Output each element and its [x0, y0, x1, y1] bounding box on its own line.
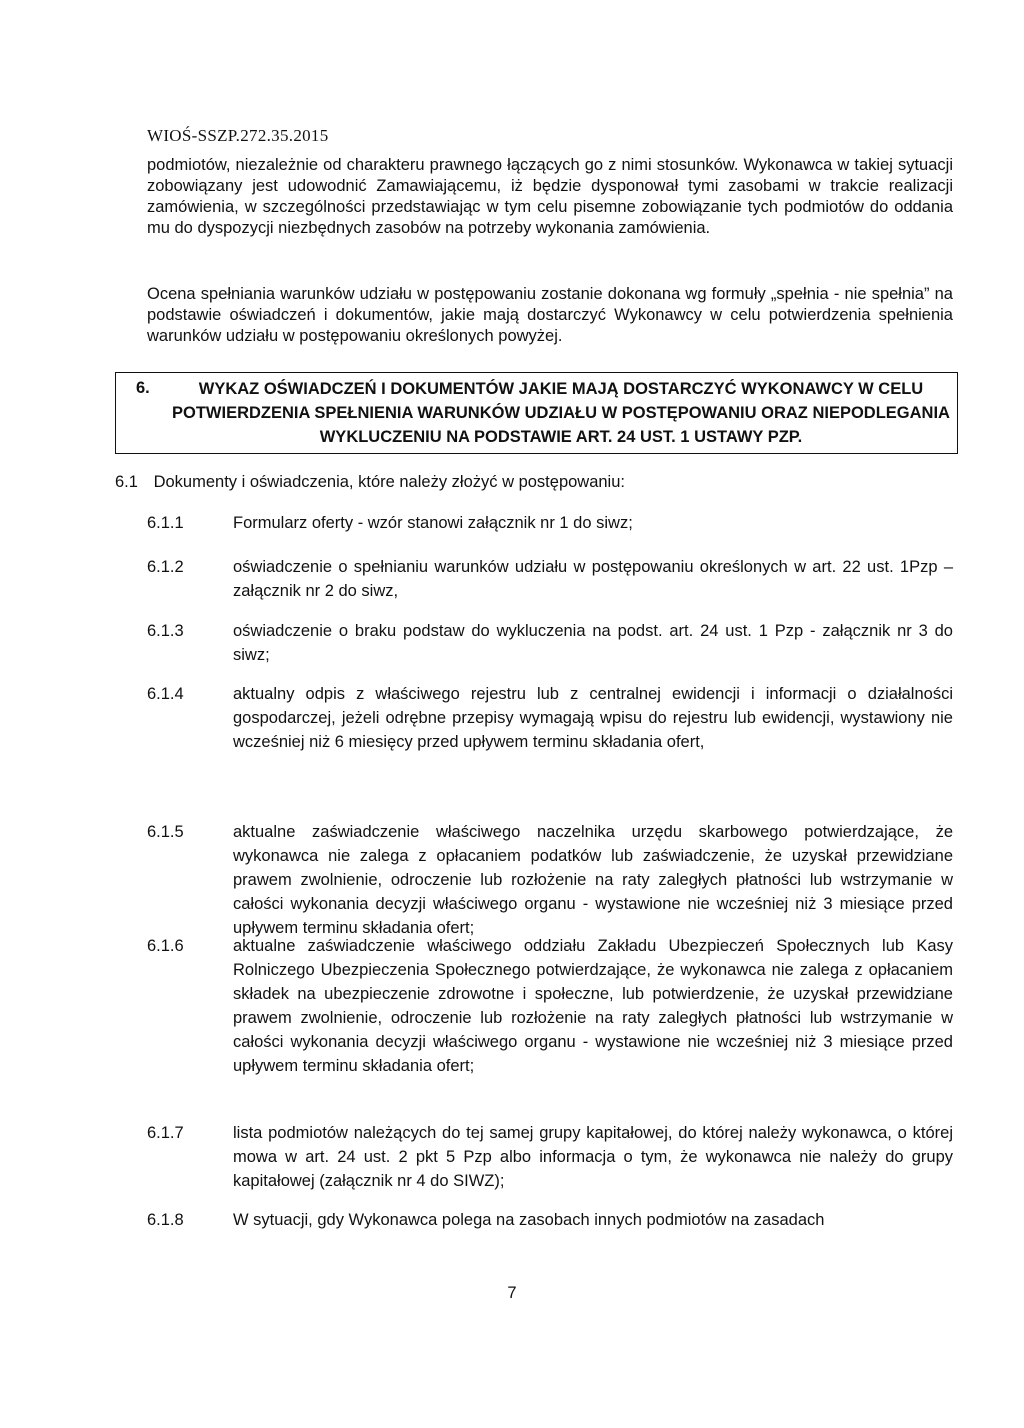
subsection-number: 6.1 [115, 473, 138, 491]
list-item-number: 6.1.2 [147, 558, 184, 576]
subsection-title: Dokumenty i oświadczenia, które należy złożyć w postępowaniu: [153, 473, 625, 491]
section-title: WYKAZ OŚWIADCZEŃ I DOKUMENTÓW JAKIE MAJĄ DOSTARCZYĆ WYKONAWCY W CELU POTWIERDZENIA SPEŁNIENIA WARUNKÓW UDZIAŁU W POSTĘPOWANIU ORAZ NIEPODLEGANIA WYKLUCZENIU NA PODSTAWIE ART. 24 UST. 1 USTAWY PZP. [172, 380, 950, 446]
section-heading-box [115, 372, 958, 454]
list-item-text: aktualne zaświadczenie właściwego naczelnika urzędu skarbowego potwierdzające, że wykonawca nie zalega z opłacaniem podatków lub zaświadczenie, że uzyskał przewidziane prawem zwolnienie, odroczenie lub rozłożenie na raty zaległych płatności lub wstrzymanie w całości wykonania decyzji właściwego organu - wystawione nie wcześniej niż 3 miesiące przed upływem terminu składania ofert; [233, 823, 953, 937]
list-item-number: 6.1.6 [147, 937, 184, 955]
list-item-number: 6.1.4 [147, 685, 184, 703]
list-item-number: 6.1.7 [147, 1124, 184, 1142]
list-item-text: aktualne zaświadczenie właściwego oddziału Zakładu Ubezpieczeń Społecznych lub Kasy Rolniczego Ubezpieczenia Społecznego potwierdzające, że wykonawca nie zalega z opłacaniem składek na ubezpieczenie zdrowotne i społeczne, lub potwierdzenie, że uzyskał przewidziane prawem zwolnienie, odroczenie lub rozłożenie na raty zaległych płatności lub wstrzymanie w całości wykonania decyzji właściwego organu - wystawione nie wcześniej niż 3 miesiące przed upływem terminu składania ofert; [233, 937, 953, 1075]
document-reference: WIOŚ-SSZP.272.35.2015 [147, 126, 329, 145]
subsection-heading [115, 472, 625, 493]
list-item-text: aktualny odpis z właściwego rejestru lub z centralnej ewidencji i informacji o działalności gospodarczej, jeżeli odrębne przepisy wymagają wpisu do rejestru lub ewidencji, wystawiony nie wcześniej niż 6 miesięcy przed upływem terminu składania ofert, [233, 685, 953, 751]
list-item-text: W sytuacji, gdy Wykonawca polega na zasobach innych podmiotów na zasadach [233, 1211, 825, 1229]
list-item-number: 6.1.3 [147, 622, 184, 640]
paragraph-resources: podmiotów, niezależnie od charakteru prawnego łączących go z nimi stosunków. Wykonawca w takiej sytuacji zobowiązany jest udowodnić Zamawiającemu, iż będzie dysponował tymi zasobami w trakcie realizacji zamówienia, w szczególności przedstawiając w tym celu pisemne zobowiązanie tych podmiotów do oddania mu do dyspozycji niezbędnych zasobów na potrzeby wykonania zamówienia. [147, 156, 953, 237]
section-number: 6. [136, 379, 150, 397]
list-item-text: lista podmiotów należących do tej samej grupy kapitałowej, do której należy wykonawca, o której mowa w art. 24 ust. 2 pkt 5 Pzp albo informacja o tym, że wykonawca nie należy do grupy kapitałowej (załącznik nr 4 do SIWZ); [233, 1124, 953, 1190]
page-number: 7 [507, 1284, 517, 1302]
list-item-number: 6.1.5 [147, 823, 184, 841]
paragraph-evaluation: Ocena spełniania warunków udziału w postępowaniu zostanie dokonana wg formuły „spełnia - nie spełnia” na podstawie oświadczeń i dokumentów, jakie mają dostarczyć Wykonawcy w celu potwierdzenia spełnienia warunków udziału w postępowaniu określonych powyżej. [147, 285, 953, 345]
list-item-text: oświadczenie o braku podstaw do wykluczenia na podst. art. 24 ust. 1 Pzp - załącznik nr 3 do siwz; [233, 622, 953, 664]
list-item-text: Formularz oferty - wzór stanowi załącznik nr 1 do siwz; [233, 514, 633, 532]
list-item-number: 6.1.8 [147, 1211, 184, 1229]
list-item-number: 6.1.1 [147, 514, 184, 532]
list-item-text: oświadczenie o spełnianiu warunków udziału w postępowaniu określonych w art. 22 ust. 1Pzp – załącznik nr 2 do siwz, [233, 558, 953, 600]
